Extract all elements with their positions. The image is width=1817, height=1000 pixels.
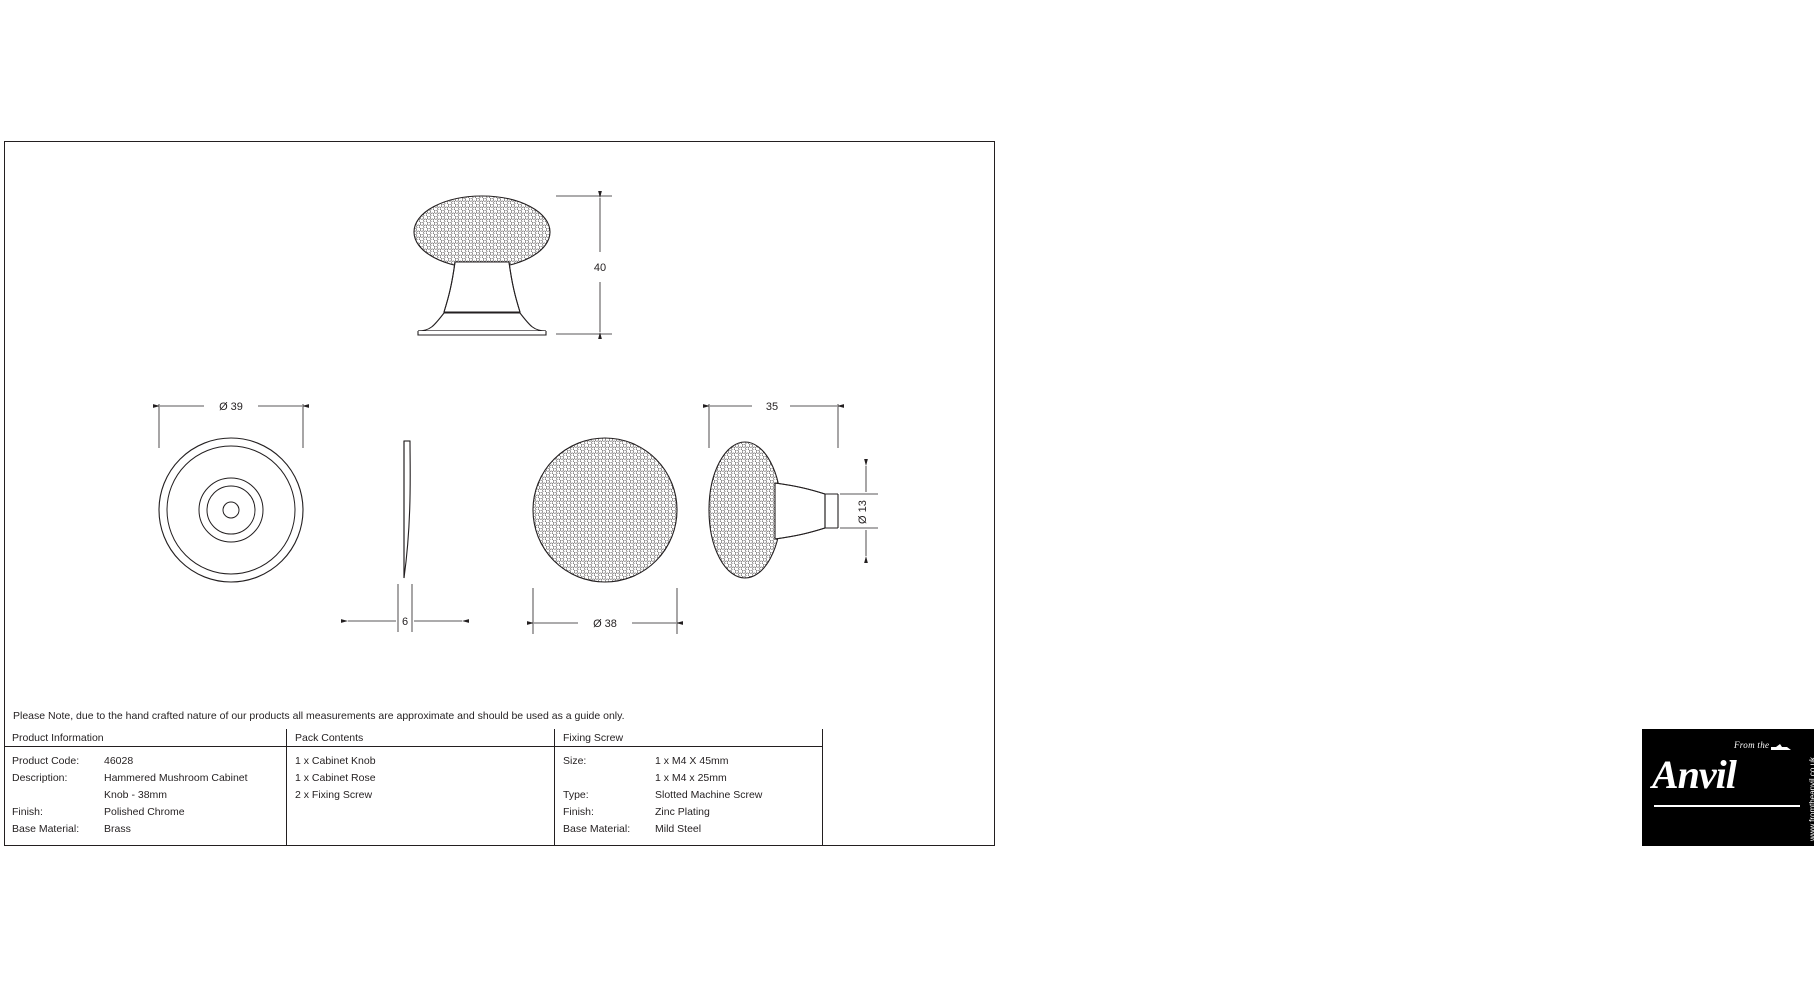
fixing-screw-header: Fixing Screw — [555, 729, 822, 747]
table-row — [563, 753, 822, 770]
list-item: 2 x Fixing Screw — [295, 789, 373, 801]
brand-logo — [1642, 729, 1817, 846]
list-item: 1 x Cabinet Rose — [295, 772, 376, 784]
info-table — [4, 729, 1817, 846]
anvil-icon — [1770, 743, 1792, 753]
logo-from-the-text: From the — [1734, 740, 1770, 750]
pack-contents-column — [287, 729, 555, 846]
table-row — [12, 804, 286, 821]
dim-knob-projection: 35 — [765, 401, 779, 413]
table-row — [563, 821, 822, 838]
dim-stem-diameter: Ø 13 — [857, 500, 869, 524]
fixing-screw-column — [555, 729, 823, 846]
table-row — [12, 787, 286, 804]
table-row — [563, 770, 822, 787]
measurement-note — [4, 703, 995, 729]
dim-rose-diameter: Ø 39 — [219, 401, 243, 413]
description-label-cont — [12, 787, 104, 804]
measurement-note-text: Please Note, due to the hand crafted nature of our products all measurements are approximate and should be used as a guide only. — [13, 710, 625, 722]
list-item: 1 x Cabinet Knob — [295, 755, 376, 767]
table-row — [563, 804, 822, 821]
product-code-value: 46028 — [104, 755, 134, 767]
screw-base-material-value: Mild Steel — [655, 823, 702, 835]
table-row — [12, 821, 286, 838]
screw-size-value: 1 x M4 X 45mm — [655, 755, 729, 767]
base-material-value: Brass — [104, 823, 131, 835]
screw-finish-value: Zinc Plating — [655, 806, 710, 818]
screw-type-value: Slotted Machine Screw — [655, 789, 763, 801]
pack-contents-header: Pack Contents — [287, 729, 554, 747]
product-code-label: Product Code: — [12, 755, 80, 767]
description-value: Hammered Mushroom Cabinet — [104, 772, 248, 784]
dim-knob-diameter: Ø 38 — [593, 618, 617, 630]
base-material-label: Base Material: — [12, 823, 80, 835]
description-label: Description: — [12, 772, 68, 784]
screw-type-label: Type: — [563, 789, 589, 801]
logo-column — [823, 729, 1817, 846]
screw-size-label: Size: — [563, 755, 587, 767]
dim-knob-height: 40 — [593, 262, 607, 274]
finish-label: Finish: — [12, 806, 43, 818]
product-information-column — [4, 729, 287, 846]
screw-size-label-cont — [563, 770, 655, 787]
description-value-cont: Knob - 38mm — [104, 789, 168, 801]
table-row — [12, 753, 286, 770]
screw-size-value-cont: 1 x M4 x 25mm — [655, 772, 727, 784]
logo-underline — [1654, 805, 1800, 807]
table-row — [12, 770, 286, 787]
dim-rose-thickness: 6 — [401, 616, 409, 628]
logo-website-url: www.fromtheanvil.co.uk — [1808, 756, 1817, 841]
screw-finish-label: Finish: — [563, 806, 594, 818]
product-information-header: Product Information — [4, 729, 286, 747]
table-row — [563, 787, 822, 804]
finish-value: Polished Chrome — [104, 806, 185, 818]
screw-base-material-label: Base Material: — [563, 823, 631, 835]
logo-anvil-text: Anvil — [1652, 752, 1736, 797]
